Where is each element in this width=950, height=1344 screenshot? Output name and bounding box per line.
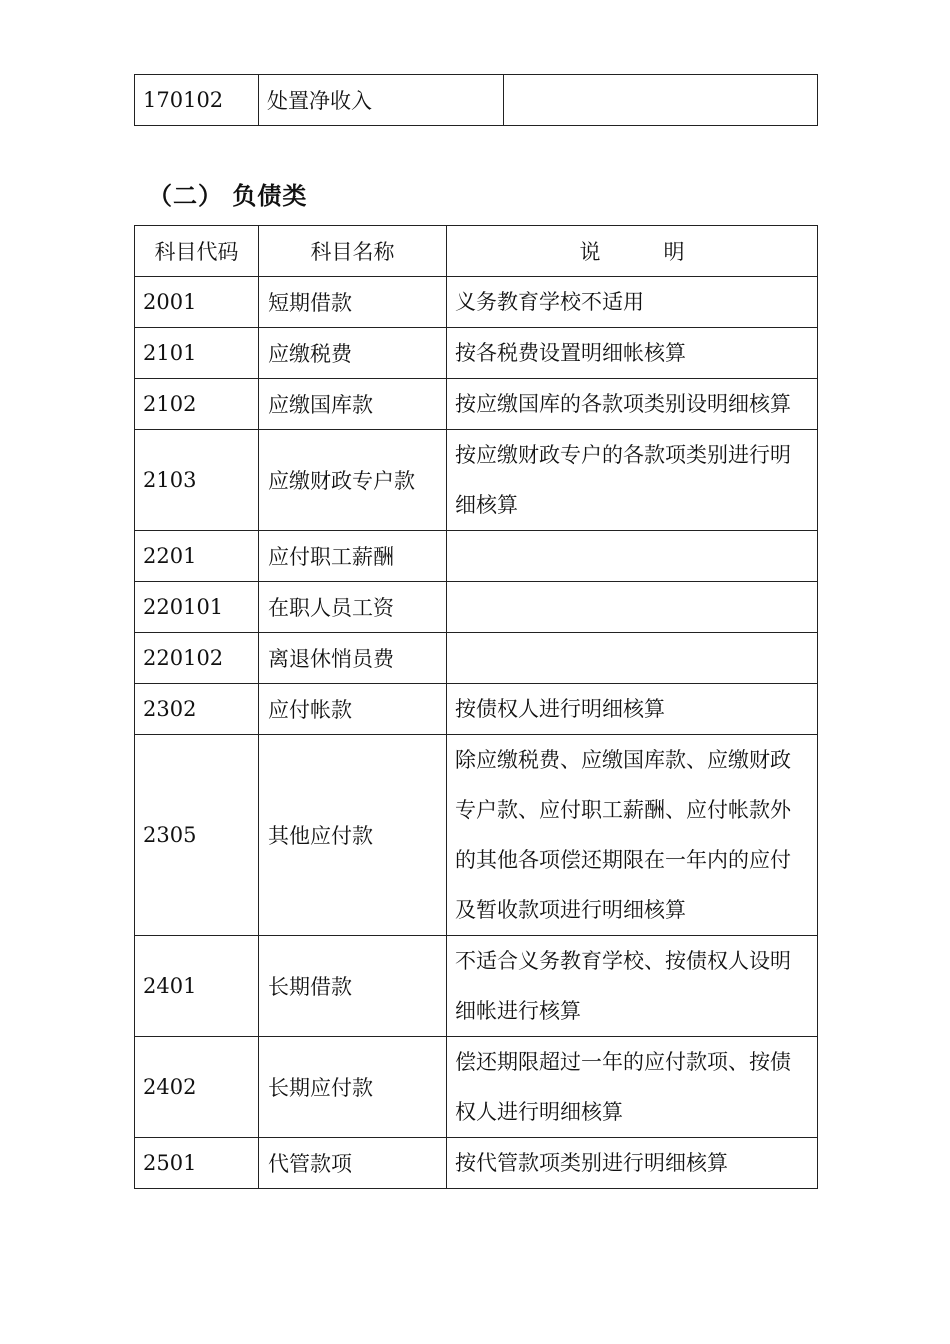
account-description: 按各税费设置明细帐核算	[447, 328, 818, 379]
account-name: 应付帐款	[259, 684, 447, 735]
account-code: 2402	[135, 1037, 259, 1138]
account-name: 短期借款	[259, 277, 447, 328]
table-row	[135, 1138, 818, 1189]
account-description	[504, 75, 818, 126]
header-account-name: 科目名称	[259, 226, 447, 277]
table-row	[135, 582, 818, 633]
account-name: 应缴国库款	[259, 379, 447, 430]
account-name: 应缴财政专户款	[259, 430, 447, 531]
table-row	[135, 633, 818, 684]
account-description: 除应缴税费、应缴国库款、应缴财政专户款、应付职工薪酬、应付帐款外的其他各项偿还期限在一年内的应付及暂收款项进行明细核算	[447, 735, 818, 936]
account-description: 按债权人进行明细核算	[447, 684, 818, 735]
account-name: 处置净收入	[259, 75, 504, 126]
account-code: 2001	[135, 277, 259, 328]
account-description: 偿还期限超过一年的应付款项、按债权人进行明细核算	[447, 1037, 818, 1138]
header-account-code: 科目代码	[135, 226, 259, 277]
table-row	[135, 379, 818, 430]
account-code: 2101	[135, 328, 259, 379]
account-name: 应缴税费	[259, 328, 447, 379]
account-code: 2302	[135, 684, 259, 735]
account-code: 2305	[135, 735, 259, 936]
table-row	[135, 1037, 818, 1138]
account-code: 220101	[135, 582, 259, 633]
table-row	[135, 936, 818, 1037]
table-row	[135, 75, 818, 126]
table-row	[135, 684, 818, 735]
account-code: 2102	[135, 379, 259, 430]
account-name: 代管款项	[259, 1138, 447, 1189]
account-name: 长期借款	[259, 936, 447, 1037]
table-row	[135, 277, 818, 328]
table-header-row	[135, 226, 818, 277]
account-description	[447, 582, 818, 633]
account-description	[447, 633, 818, 684]
account-description	[447, 531, 818, 582]
table-row	[135, 531, 818, 582]
account-name: 长期应付款	[259, 1037, 447, 1138]
section-heading: （二） 负债类	[148, 182, 308, 210]
account-code: 220102	[135, 633, 259, 684]
account-code: 2103	[135, 430, 259, 531]
account-name: 在职人员工资	[259, 582, 447, 633]
account-description: 不适合义务教育学校、按债权人设明细帐进行核算	[447, 936, 818, 1037]
account-description: 义务教育学校不适用	[447, 277, 818, 328]
table-row	[135, 430, 818, 531]
account-name: 其他应付款	[259, 735, 447, 936]
header-description: 说 明	[447, 226, 818, 277]
account-code: 2401	[135, 936, 259, 1037]
liability-accounts-table	[134, 225, 818, 1189]
continued-asset-table	[134, 74, 818, 126]
account-description: 按应缴国库的各款项类别设明细核算	[447, 379, 818, 430]
table-row	[135, 735, 818, 936]
account-description: 按应缴财政专户的各款项类别进行明细核算	[447, 430, 818, 531]
account-name: 离退休悄员费	[259, 633, 447, 684]
table-row	[135, 328, 818, 379]
account-name: 应付职工薪酬	[259, 531, 447, 582]
account-description: 按代管款项类别进行明细核算	[447, 1138, 818, 1189]
account-code: 170102	[135, 75, 259, 126]
account-code: 2501	[135, 1138, 259, 1189]
account-code: 2201	[135, 531, 259, 582]
